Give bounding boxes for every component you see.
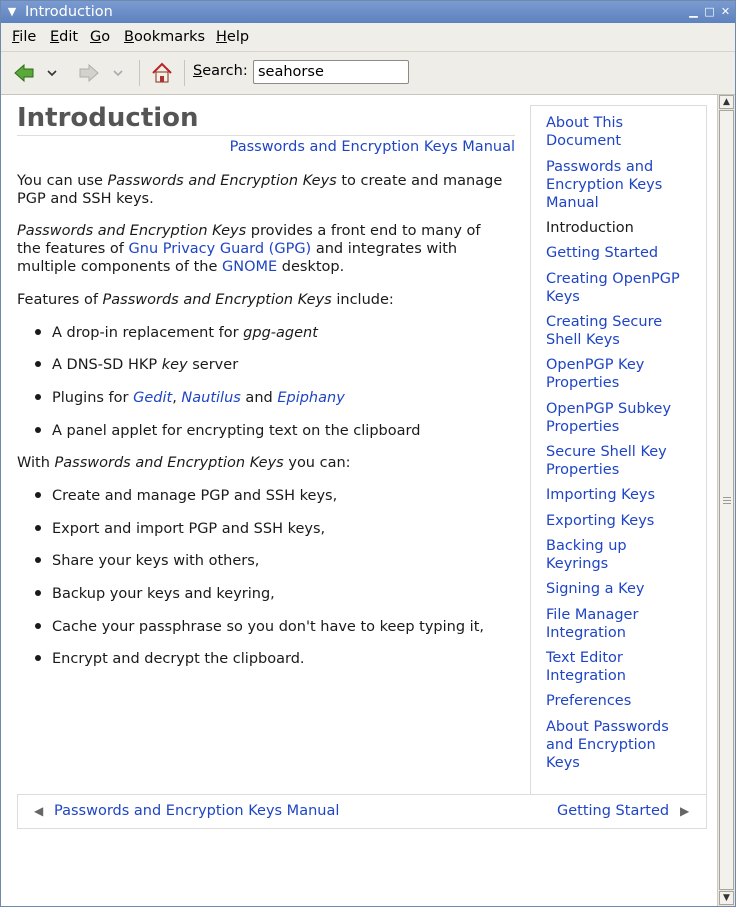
scrollbar-thumb[interactable] (719, 110, 734, 890)
previous-page-link[interactable]: Passwords and Encryption Keys Manual (54, 803, 340, 819)
toc-link-about-document[interactable]: About This Document (546, 115, 624, 149)
nautilus-link[interactable]: Nautilus (181, 390, 241, 406)
toc-current-introduction: Introduction (546, 220, 634, 236)
toc-link-manual[interactable]: Passwords and Encryption Keys Manual (546, 159, 663, 211)
scroll-up-icon[interactable]: ▲ (719, 95, 734, 109)
maximize-icon[interactable]: □ (704, 5, 715, 18)
next-arrow-icon[interactable]: ▶ (680, 804, 690, 818)
scroll-down-icon[interactable]: ▼ (719, 891, 734, 905)
toc-link-getting-started[interactable]: Getting Started (546, 245, 659, 261)
toolbar-separator (184, 60, 185, 86)
home-icon[interactable] (151, 62, 173, 84)
toc-sidebar (530, 105, 707, 795)
menu-bar (1, 23, 735, 52)
page-navigation (17, 794, 707, 829)
toc-link-creating-openpgp-keys[interactable]: Creating OpenPGP Keys (546, 271, 680, 305)
list-item: A drop-in replacement for gpg-agent (35, 324, 515, 342)
toc-link-backing-up-keyrings[interactable]: Backing up Keyrings (546, 538, 627, 572)
menu-bookmarks[interactable]: Bookmarks (124, 29, 206, 45)
menu-go[interactable]: Go (90, 29, 111, 45)
back-arrow-icon[interactable] (13, 62, 35, 84)
menu-edit[interactable]: Edit (50, 29, 79, 45)
forward-history-chevron-icon[interactable] (111, 62, 125, 84)
toc-link-openpgp-subkey-properties[interactable]: OpenPGP Subkey Properties (546, 401, 672, 435)
with-heading: With Passwords and Encryption Keys you can: (17, 455, 351, 471)
toc-link-preferences[interactable]: Preferences (546, 693, 632, 709)
gnome-link[interactable]: GNOME (222, 259, 278, 275)
toc-link-text-editor-integration[interactable]: Text Editor Integration (546, 650, 626, 684)
help-content (1, 95, 717, 906)
list-item: Create and manage PGP and SSH keys, (35, 487, 515, 505)
vertical-scrollbar[interactable] (717, 95, 735, 906)
toc-link-exporting-keys[interactable]: Exporting Keys (546, 513, 655, 529)
back-history-chevron-icon[interactable] (45, 62, 59, 84)
toc-link-signing-a-key[interactable]: Signing a Key (546, 581, 645, 597)
menu-help[interactable]: Help (216, 29, 250, 45)
window-title: Introduction (25, 4, 113, 20)
breadcrumb-link[interactable]: Passwords and Encryption Keys Manual (229, 139, 515, 155)
list-item: Cache your passphrase so you don't have to keep typing it, (35, 618, 515, 636)
list-item: A panel applet for encrypting text on the clipboard (35, 422, 515, 440)
toc-link-importing-keys[interactable]: Importing Keys (546, 487, 655, 503)
toc-link-file-manager-integration[interactable]: File Manager Integration (546, 607, 639, 641)
previous-arrow-icon[interactable]: ◀ (34, 804, 44, 818)
list-item: Encrypt and decrypt the clipboard. (35, 650, 515, 668)
gpg-link[interactable]: Gnu Privacy Guard (GPG) (128, 241, 312, 257)
list-item: Export and import PGP and SSH keys, (35, 520, 515, 538)
toolbar-separator (139, 60, 140, 86)
features-heading: Features of Passwords and Encryption Keys include: (17, 292, 394, 308)
toc-link-ssh-key-properties[interactable]: Secure Shell Key Properties (546, 444, 667, 478)
toolbar (1, 52, 735, 95)
minimize-icon[interactable]: ▁ (689, 5, 698, 18)
page-title: Introduction (17, 103, 515, 136)
toc-link-creating-ssh-keys[interactable]: Creating Secure Shell Keys (546, 314, 663, 348)
gedit-link[interactable]: Gedit (133, 390, 173, 406)
next-page-link[interactable]: Getting Started (557, 803, 670, 819)
intro-paragraph: You can use Passwords and Encryption Keys to create and manage PGP and SSH keys. (17, 173, 503, 207)
menu-file[interactable]: File (12, 29, 37, 45)
forward-arrow-icon[interactable] (78, 62, 100, 84)
title-bar (1, 1, 735, 23)
close-icon[interactable]: ✕ (720, 5, 731, 18)
toc-link-about-passwords[interactable]: About Passwords and Encryption Keys (546, 719, 669, 771)
search-input[interactable] (253, 60, 409, 84)
frontend-paragraph: Passwords and Encryption Keys provides a front end to many of the features of Gnu Privacy Guard (GPG) and integrates with multiple components of the GNOME desktop. (17, 223, 481, 275)
search-label: Search: (193, 63, 248, 79)
list-item: Backup your keys and keyring, (35, 585, 515, 603)
list-item: Plugins for Gedit, Nautilus and Epiphany (35, 389, 515, 407)
list-item: Share your keys with others, (35, 552, 515, 570)
toc-link-openpgp-key-properties[interactable]: OpenPGP Key Properties (546, 357, 645, 391)
window-menu-icon[interactable]: ▼ (7, 5, 17, 18)
epiphany-link[interactable]: Epiphany (277, 390, 345, 406)
list-item: A DNS-SD HKP key server (35, 356, 515, 374)
